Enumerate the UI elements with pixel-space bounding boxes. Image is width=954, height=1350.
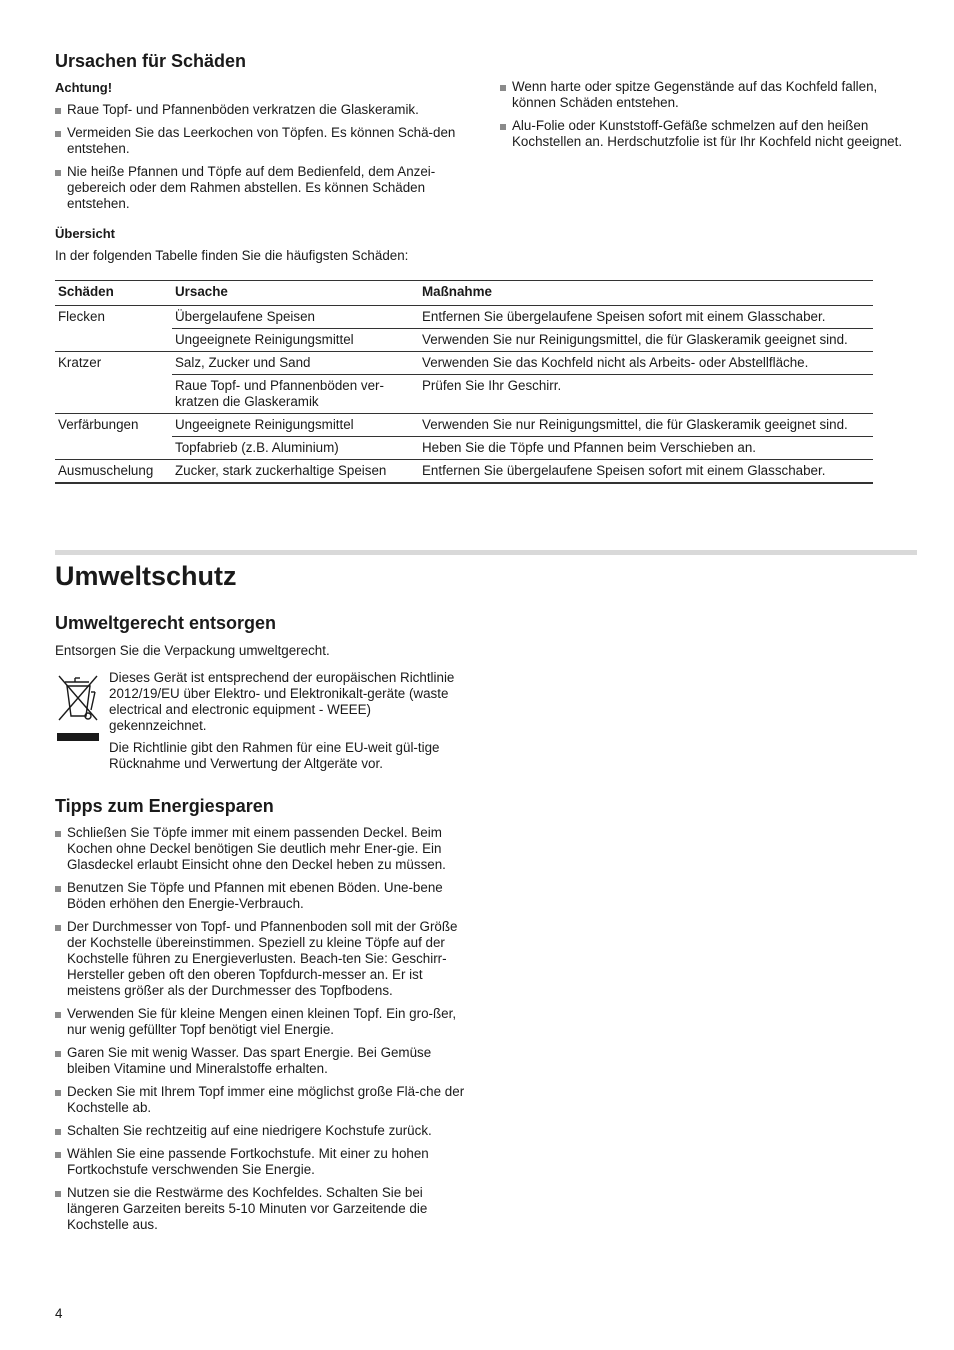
- uebersicht-label: Übersicht: [55, 226, 115, 241]
- page-number: 4: [55, 1306, 63, 1321]
- table-intro: In der folgenden Tabelle finden Sie die häufigsten Schäden:: [55, 248, 409, 263]
- list-item: Wenn harte oder spitze Gegenstände auf das Kochfeld fallen, können Schäden entstehen.: [500, 79, 920, 111]
- warning-list-left: [55, 102, 475, 219]
- damage-table: [55, 280, 873, 484]
- cell-ursache: Ungeeignete Reinigungsmittel: [172, 329, 419, 352]
- cell-massnahme: Entfernen Sie übergelaufene Speisen sofort mit einem Glasschaber.: [419, 460, 873, 484]
- cell-schaden: Verfärbungen: [55, 414, 172, 437]
- list-item: Schließen Sie Töpfe immer mit einem passenden Deckel. Beim Kochen ohne Deckel benötigen Sie deutlich mehr Ener-gie. Ein Glasdeckel erlaubt Einsicht ohne den Deckel heben zu müssen.: [55, 825, 475, 873]
- crossed-out-wheelie-bin-icon: [55, 672, 101, 744]
- cell-ursache: Zucker, stark zuckerhaltige Speisen: [172, 460, 419, 484]
- cell-ursache: Übergelaufene Speisen: [172, 306, 419, 329]
- table-row: [55, 460, 873, 484]
- cell-schaden: [55, 437, 172, 460]
- cell-schaden: Ausmuschelung: [55, 460, 172, 484]
- section-title-energiesparen: Tipps zum Energiesparen: [55, 796, 274, 816]
- cell-ursache: Ungeeignete Reinigungsmittel: [172, 414, 419, 437]
- table-row: [55, 437, 873, 460]
- table-row: [55, 306, 873, 329]
- list-item: Nutzen sie die Restwärme des Kochfeldes. Schalten Sie bei längeren Garzeiten bereits 5-10 Minuten vor Garzeitende die Kochstelle aus.: [55, 1185, 475, 1233]
- list-item: Raue Topf- und Pfannenböden verkratzen die Glaskeramik.: [55, 102, 475, 118]
- list-item: Der Durchmesser von Topf- und Pfannenboden soll mit der Größe der Kochstelle übereinstimmen. Speziell zu kleine Töpfe auf der Kochstelle führen zu Energieverlusten. Beach-ten Sie: Geschirr-Hersteller geben oft den oberen Topfdurch-messer an. Er ist meistens größer als der Durchmesser des Topfbodens.: [55, 919, 475, 999]
- column-header-schaeden: Schäden: [55, 281, 172, 306]
- cell-massnahme: Heben Sie die Töpfe und Pfannen beim Verschieben an.: [419, 437, 873, 460]
- list-item: Vermeiden Sie das Leerkochen von Töpfen. Es können Schä-den entstehen.: [55, 125, 475, 157]
- chapter-title-umweltschutz: Umweltschutz: [55, 561, 237, 591]
- list-item: Benutzen Sie Töpfe und Pfannen mit ebenen Böden. Une-bene Böden erhöhen den Energie-Verbrauch.: [55, 880, 475, 912]
- list-item: Alu-Folie oder Kunststoff-Gefäße schmelzen auf den heißen Kochstellen an. Herdschutzfolie ist für Ihr Kochfeld nicht geeignet.: [500, 118, 920, 150]
- column-header-ursache: Ursache: [172, 281, 419, 306]
- cell-massnahme: Verwenden Sie nur Reinigungsmittel, die für Glaskeramik geeignet sind.: [419, 329, 873, 352]
- cell-schaden: [55, 375, 172, 414]
- entsorgen-text: Entsorgen Sie die Verpackung umweltgerecht.: [55, 643, 330, 658]
- cell-ursache: Salz, Zucker und Sand: [172, 352, 419, 375]
- column-header-massnahme: Maßnahme: [419, 281, 873, 306]
- energy-tips-list: [55, 825, 475, 1240]
- list-item: Nie heiße Pfannen und Töpfe auf dem Bedienfeld, dem Anzei-gebereich oder dem Rahmen abstellen. Es können Schäden entstehen.: [55, 164, 475, 212]
- damage-table-wrapper: [55, 280, 873, 484]
- section-title-schaeden: Ursachen für Schäden: [55, 51, 247, 71]
- weee-text-1: Dieses Gerät ist entsprechend der europäischen Richtlinie 2012/19/EU über Elektro- und Elektronikalt-geräte (waste electrical and electronic equipment - WEEE) gekennzeichnet.: [109, 670, 455, 733]
- table-row: [55, 329, 873, 352]
- list-item: Schalten Sie rechtzeitig auf eine niedrigere Kochstufe zurück.: [55, 1123, 475, 1139]
- section-divider: [55, 550, 917, 555]
- cell-schaden: Kratzer: [55, 352, 172, 375]
- cell-massnahme: Verwenden Sie nur Reinigungsmittel, die für Glaskeramik geeignet sind.: [419, 414, 873, 437]
- section-title-entsorgen: Umweltgerecht entsorgen: [55, 613, 277, 633]
- table-row: [55, 352, 873, 375]
- cell-massnahme: Verwenden Sie das Kochfeld nicht als Arbeits- oder Abstellfläche.: [419, 352, 873, 375]
- list-item: Decken Sie mit Ihrem Topf immer eine möglichst große Flä-che der Kochstelle ab.: [55, 1084, 475, 1116]
- cell-schaden: [55, 329, 172, 352]
- list-item: Wählen Sie eine passende Fortkochstufe. Mit einer zu hohen Fortkochstufe verschwenden Sie Energie.: [55, 1146, 475, 1178]
- cell-massnahme: Prüfen Sie Ihr Geschirr.: [419, 375, 873, 414]
- list-item: Verwenden Sie für kleine Mengen einen kleinen Topf. Ein gro-ßer, nur wenig gefüllter Topf benötigt viel Energie.: [55, 1006, 475, 1038]
- cell-schaden: Flecken: [55, 306, 172, 329]
- table-row: [55, 414, 873, 437]
- weee-text-2: Die Richtlinie gibt den Rahmen für eine EU-weit gül-tige Rücknahme und Verwertung der Altgeräte vor.: [109, 740, 440, 771]
- cell-ursache: Topfabrieb (z.B. Aluminium): [172, 437, 419, 460]
- cell-massnahme: Entfernen Sie übergelaufene Speisen sofort mit einem Glasschaber.: [419, 306, 873, 329]
- list-item: Garen Sie mit wenig Wasser. Das spart Energie. Bei Gemüse bleiben Vitamine und Mineralstoffe erhalten.: [55, 1045, 475, 1077]
- table-row: [55, 375, 873, 414]
- warning-list-right: [500, 79, 920, 157]
- achtung-label: Achtung!: [55, 80, 113, 95]
- cell-ursache: Raue Topf- und Pfannenböden ver-kratzen die Glaskeramik: [172, 375, 419, 414]
